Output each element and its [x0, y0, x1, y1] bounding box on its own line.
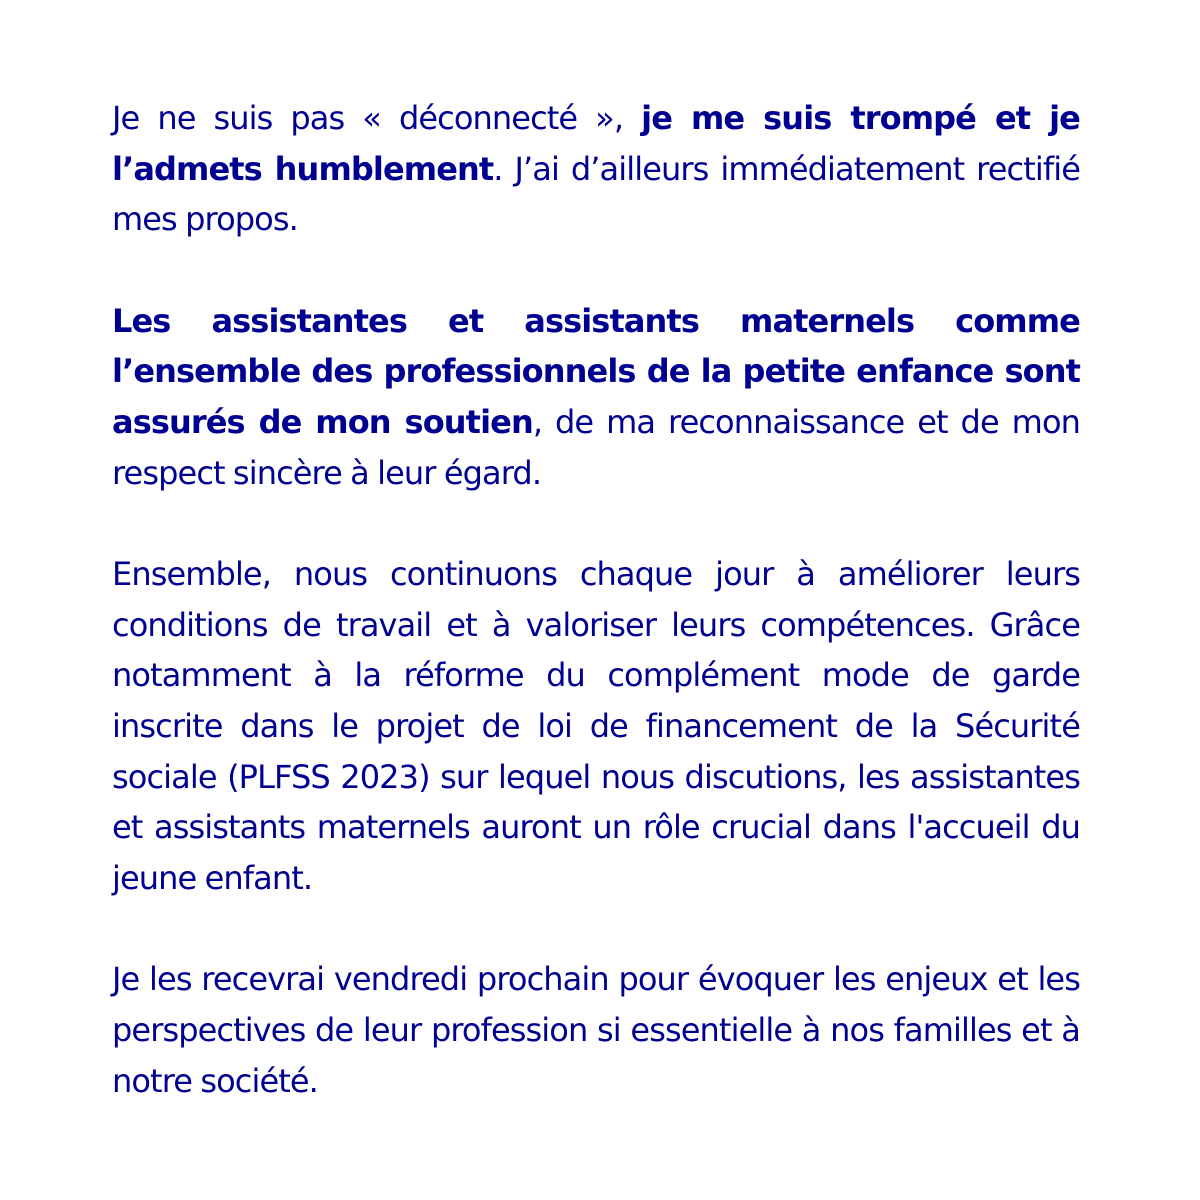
statement-text	[112, 93, 1080, 1106]
paragraph-4-text: Je les recevrai vendredi prochain pour évoquer les enjeux et les perspectives de leur profession si essentielle à nos familles et à notre société.	[112, 960, 1080, 1100]
paragraph-1-rest: . J’ai d’ailleurs immédiatement rectifié mes propos.	[112, 149, 1080, 239]
paragraph-1-intro: Je ne suis pas « déconnecté »,	[112, 99, 642, 137]
paragraph-meeting	[112, 954, 1080, 1106]
paragraph-reform	[112, 549, 1080, 903]
paragraph-support	[112, 296, 1080, 498]
paragraph-admission	[112, 93, 1080, 245]
paragraph-1-emphasis: je me suis trompé et je l’admets humblement	[112, 99, 1080, 188]
paragraph-3-text: Ensemble, nous continuons chaque jour à améliorer leurs conditions de travail et à valoriser leurs compétences. Grâce notamment à la réforme du complément mode de garde inscrite dans le projet de loi de financement de la Sécurité sociale (PLFSS 2023) sur lequel nous discutions, les assistantes et assistants maternels auront un rôle crucial dans l'accueil du jeune enfant.	[112, 555, 1080, 897]
paragraph-2-emphasis: Les assistantes et assistants maternels comme l’ensemble des professionnels de la petite enfance sont assurés de mon soutien	[112, 301, 1080, 441]
paragraph-2-rest: , de ma reconnaissance et de mon respect sincère à leur égard.	[112, 402, 1081, 492]
